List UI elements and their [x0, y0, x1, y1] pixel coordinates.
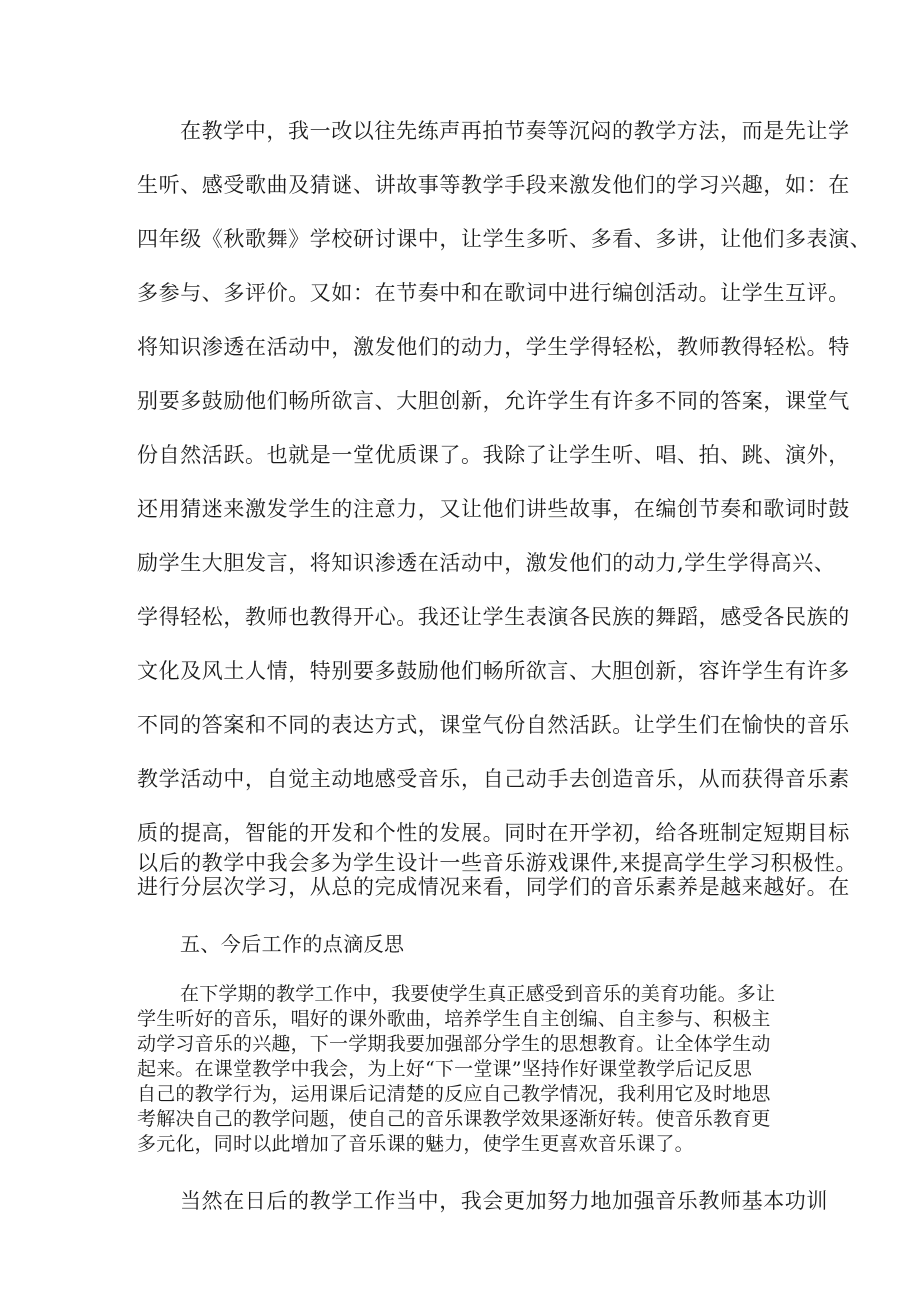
text-line: 将知识渗透在活动中，激发他们的动力，学生学得轻松，教师教得轻松。特 — [137, 335, 850, 359]
text-line: 学生听好的音乐，唱好的课外歌曲，培养学生自主创编、自主参与、积极主 — [137, 1008, 771, 1030]
text-line-last: 以后的教学中我会多为学生设计一些音乐游戏课件,来提高学生学习积极性。 — [137, 851, 858, 875]
text-line: 进行分层次学习，从总的完成情况来看，同学们的音乐素养是越来越好。在 — [137, 875, 850, 899]
text-line: 多参与、多评价。又如：在节奏中和在歌词中进行编创活动。让学生互评。 — [137, 281, 850, 305]
text-line: 不同的答案和不同的表达方式，课堂气份自然活跃。让学生们在愉快的音乐 — [137, 713, 850, 737]
text-line: 自己的教学行为，运用课后记清楚的反应自己教学情况，我利用它及时地思 — [137, 1083, 771, 1105]
text-line: 动学习音乐的兴趣，下一学期我要加强部分学生的思想教育。让全体学生动 — [137, 1033, 771, 1055]
text-line: 质的提高，智能的开发和个性的发展。同时在开学初，给各班制定短期目标 — [137, 821, 850, 845]
text-line: 份自然活跃。也就是一堂优质课了。我除了让学生听、唱、拍、跳、演外， — [137, 443, 850, 467]
text-line: 学得轻松，教师也教得开心。我还让学生表演各民族的舞蹈，感受各民族的 — [137, 605, 850, 629]
text-line: 还用猜迷来激发学生的注意力，又让他们讲些故事，在编创节奏和歌词时鼓 — [137, 497, 850, 521]
text-line: 在下学期的教学工作中，我要使学生真正感受到音乐的美育功能。多让 — [180, 983, 776, 1005]
section-heading: 五、今后工作的点滴反思 — [180, 932, 405, 956]
text-line: 生听、感受歌曲及猜谜、讲故事等教学手段来激发他们的学习兴趣，如：在 — [137, 173, 850, 197]
text-line: 四年级《秋歌舞》学校研讨课中，让学生多听、多看、多讲，让他们多表演、 — [137, 227, 872, 251]
text-line: 起来。在课堂教学中我会，为上好“下一堂课”坚持作好课堂教学后记反思 — [137, 1058, 753, 1080]
text-line: 文化及风土人情，特别要多鼓励他们畅所欲言、大胆创新，容许学生有许多 — [137, 659, 850, 683]
text-line: 当然在日后的教学工作当中，我会更加努力地加强音乐教师基本功训 — [180, 1189, 828, 1213]
text-line: 多元化，同时以此增加了音乐课的魅力，使学生更喜欢音乐课了。 — [137, 1133, 694, 1155]
text-line: 励学生大胆发言，将知识渗透在活动中，激发他们的动力,学生学得高兴、 — [137, 551, 836, 575]
text-line: 别要多鼓励他们畅所欲言、大胆创新，允许学生有许多不同的答案，课堂气 — [137, 389, 850, 413]
text-line: 考解决自己的教学问题，使自己的音乐课教学效果逐渐好转。使音乐教育更 — [137, 1108, 771, 1130]
text-line: 在教学中，我一改以往先练声再拍节奏等沉闷的教学方法，而是先让学 — [180, 119, 850, 143]
text-line: 教学活动中，自觉主动地感受音乐，自己动手去创造音乐，从而获得音乐素 — [137, 767, 850, 791]
